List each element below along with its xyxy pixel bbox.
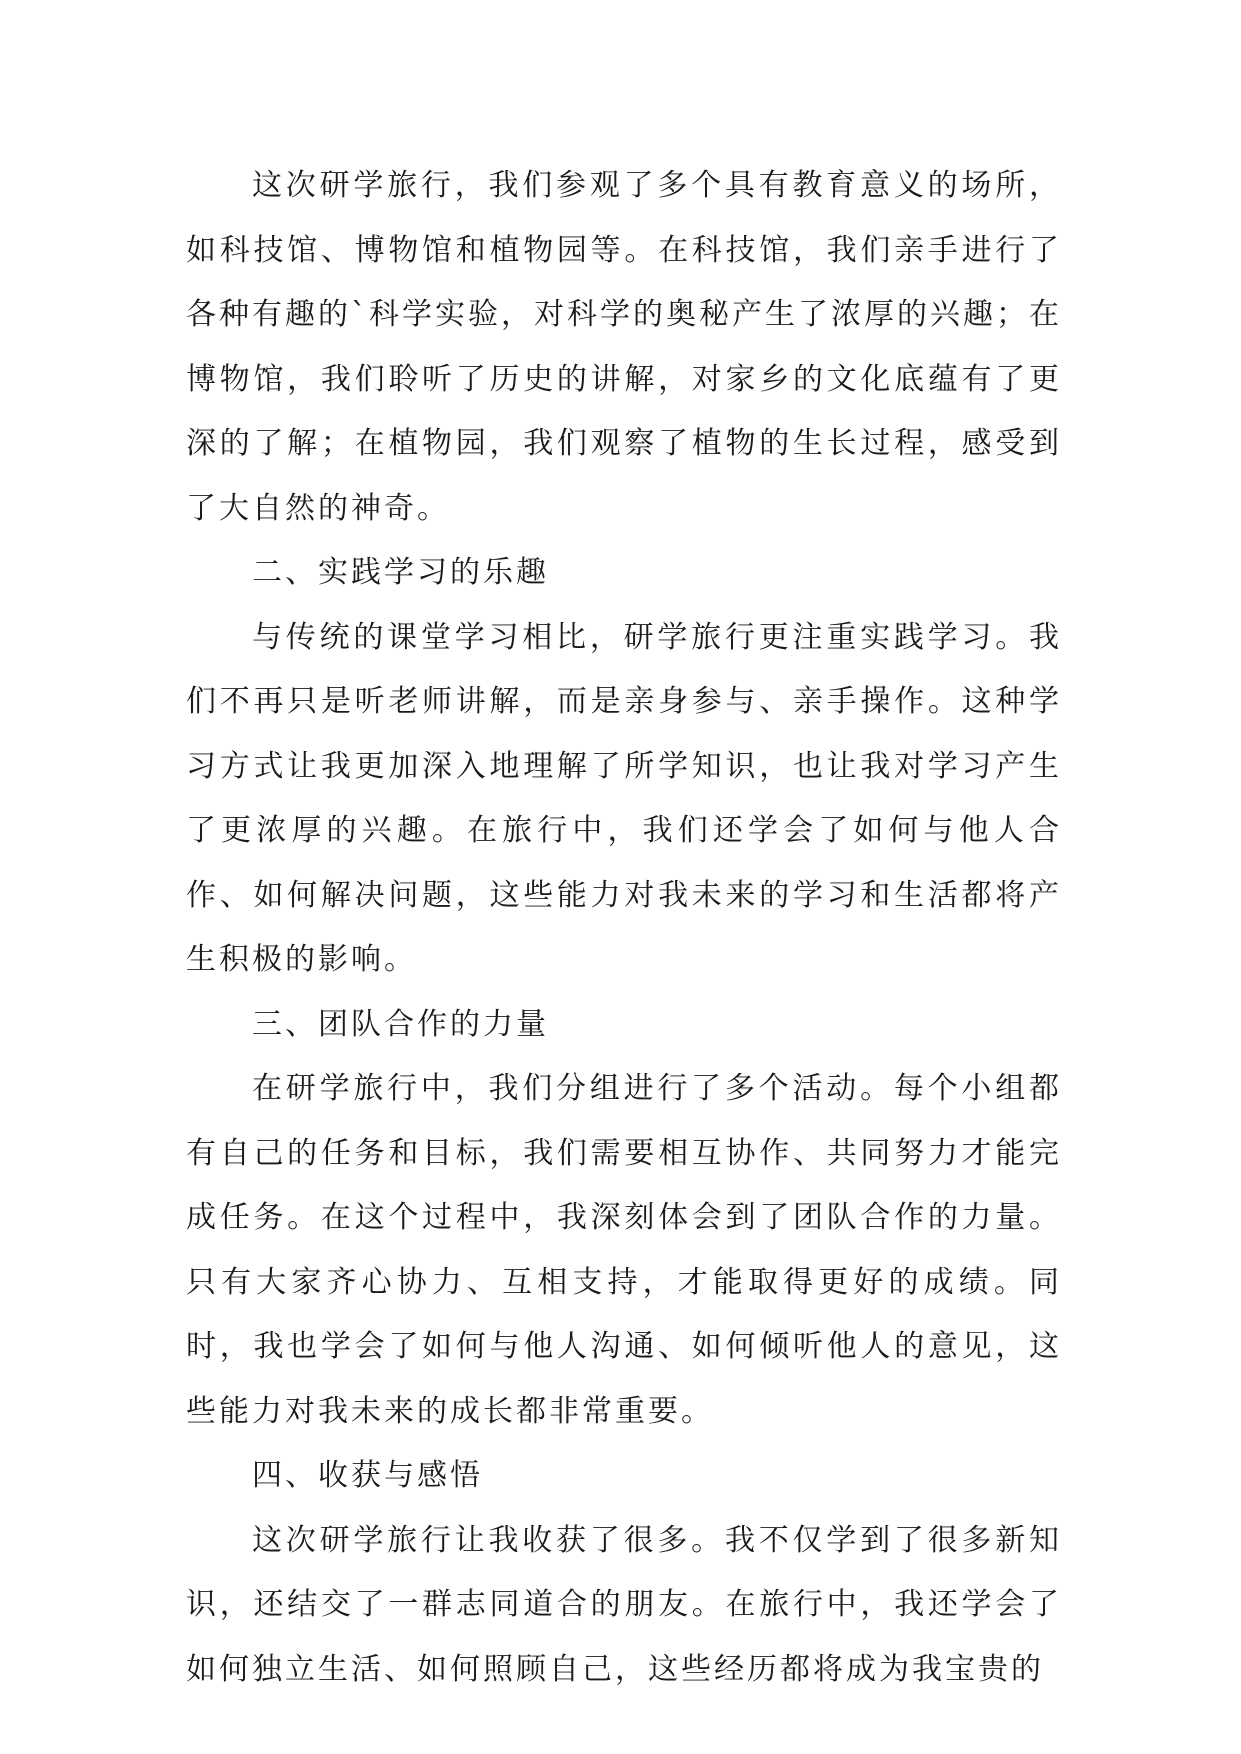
paragraph-practice-learning: 与传统的课堂学习相比，研学旅行更注重实践学习。我们不再只是听老师讲解，而是亲身参与、亲手操作。这种学习方式让我更加深入地理解了所学知识，也让我对学习产生了更浓厚的兴趣。在旅行中，我们还学会了如何与他人合作、如何解决问题，这些能力对我未来的学习和生活都将产生积极的影响。 — [186, 619, 1062, 977]
paragraph-gains: 这次研学旅行让我收获了很多。我不仅学到了很多新知识，还结交了一群志同道合的朋友。在旅行中，我还学会了如何独立生活、如何照顾自己，这些经历都将成为我宝贵的 — [186, 1522, 1062, 1687]
paragraph-visit-sites: 这次研学旅行，我们参观了多个具有教育意义的场所，如科技馆、博物馆和植物园等。在科技馆，我们亲手进行了各种有趣的`科学实验，对科学的奥秘产生了浓厚的兴趣；在博物馆，我们聆听了历史的讲解，对家乡的文化底蕴有了更深的了解；在植物园，我们观察了植物的生长过程，感受到了大自然的神奇。 — [186, 168, 1062, 526]
paragraph-teamwork: 在研学旅行中，我们分组进行了多个活动。每个小组都有自己的任务和目标，我们需要相互协作、共同努力才能完成任务。在这个过程中，我深刻体会到了团队合作的力量。只有大家齐心协力、互相支持，才能取得更好的成绩。同时，我也学会了如何与他人沟通、如何倾听他人的意见，这些能力对我未来的成长都非常重要。 — [186, 1071, 1062, 1429]
section-heading-teamwork: 三、团队合作的力量 — [252, 1006, 549, 1042]
section-heading-practice: 二、实践学习的乐趣 — [252, 555, 549, 590]
document-body — [186, 154, 1062, 1702]
section-heading-gains: 四、收获与感悟 — [252, 1458, 483, 1493]
